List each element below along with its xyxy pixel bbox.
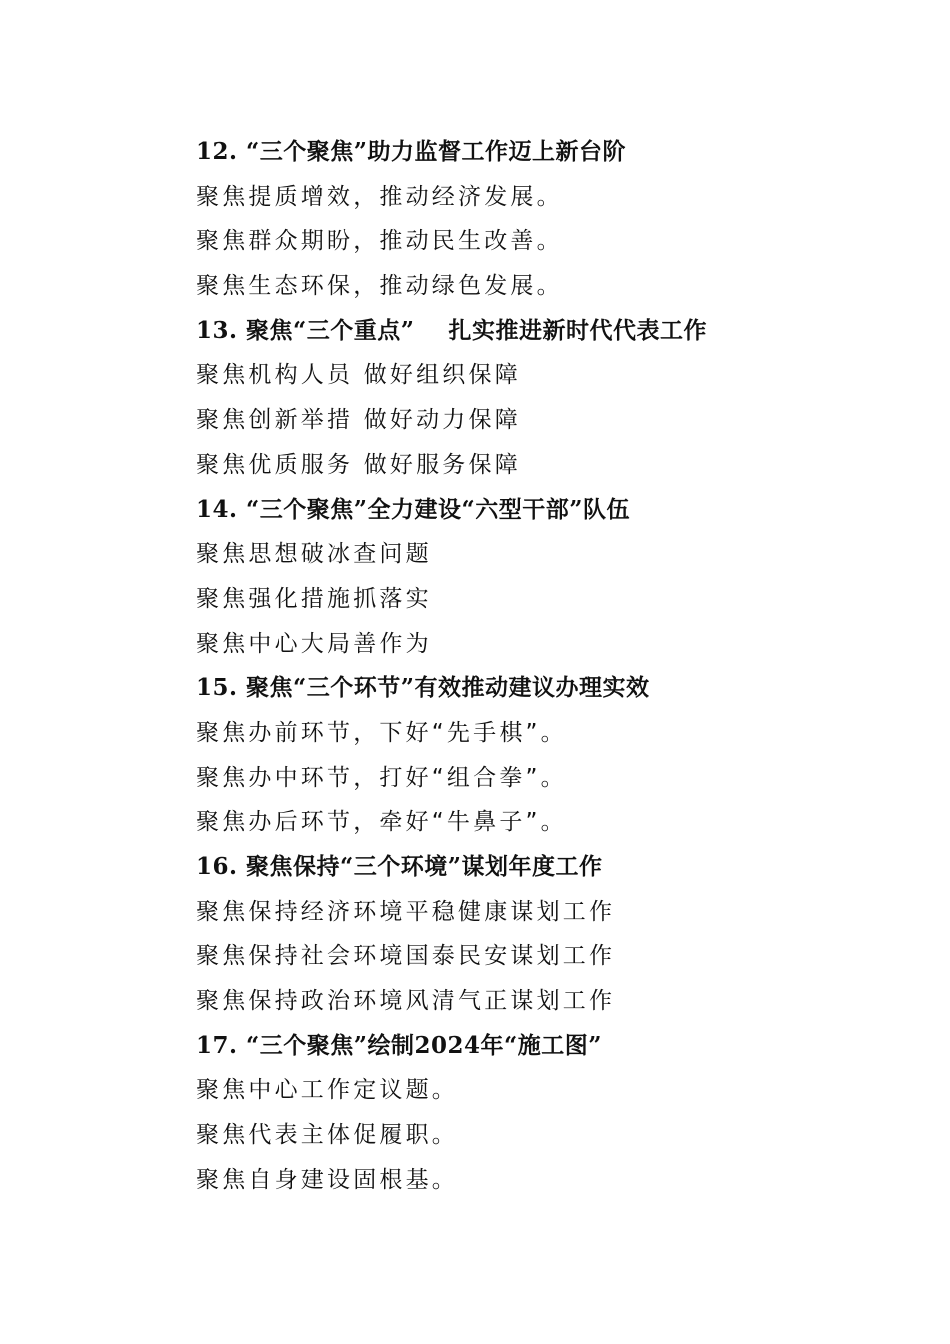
section-heading: 15. 聚焦“三个环节”有效推动建议办理实效 (196, 674, 650, 702)
document-content (196, 130, 836, 1203)
section-16 (196, 845, 836, 1024)
section-item: 聚焦中心大局善作为 (196, 630, 432, 657)
section-item: 聚焦自身建设固根基。 (196, 1166, 458, 1193)
section-item: 聚焦办中环节，打好“组合拳”。 (196, 764, 567, 791)
section-item: 聚焦保持政治环境风清气正谋划工作 (196, 988, 616, 1015)
section-item: 聚焦提质增效，推动经济发展。 (196, 183, 563, 210)
section-12 (196, 130, 836, 309)
section-heading: 14. “三个聚焦”全力建设“六型干部”队伍 (196, 495, 630, 523)
section-item: 聚焦优质服务 做好服务保障 (196, 451, 521, 478)
section-item: 聚焦办前环节，下好“先手棋”。 (196, 719, 567, 746)
section-item: 聚焦创新举措 做好动力保障 (196, 407, 521, 434)
section-heading: 12. “三个聚焦”助力监督工作迈上新台阶 (196, 138, 626, 165)
section-item: 聚焦机构人员 做好组织保障 (196, 362, 521, 389)
section-item: 聚焦办后环节，牵好“牛鼻子”。 (196, 809, 567, 836)
section-item: 聚焦保持经济环境平稳健康谋划工作 (196, 898, 616, 925)
section-15 (196, 666, 836, 845)
section-item: 聚焦生态环保，推动绿色发展。 (196, 273, 563, 300)
section-14 (196, 488, 836, 667)
section-item: 聚焦思想破冰查问题 (196, 541, 432, 568)
section-item: 聚焦强化措施抓落实 (196, 585, 432, 612)
section-13 (196, 309, 836, 488)
section-heading: 13. 聚焦“三个重点” 扎实推进新时代代表工作 (196, 316, 708, 344)
section-heading: 17. “三个聚焦”绘制2024年“施工图” (196, 1031, 602, 1059)
section-heading: 16. 聚焦保持“三个环境”谋划年度工作 (196, 853, 603, 880)
section-item: 聚焦群众期盼，推动民生改善。 (196, 228, 563, 255)
section-item: 聚焦保持社会环境国泰民安谋划工作 (196, 943, 616, 970)
section-item: 聚焦中心工作定议题。 (196, 1077, 458, 1104)
section-item: 聚焦代表主体促履职。 (196, 1122, 458, 1149)
section-17 (196, 1024, 836, 1203)
